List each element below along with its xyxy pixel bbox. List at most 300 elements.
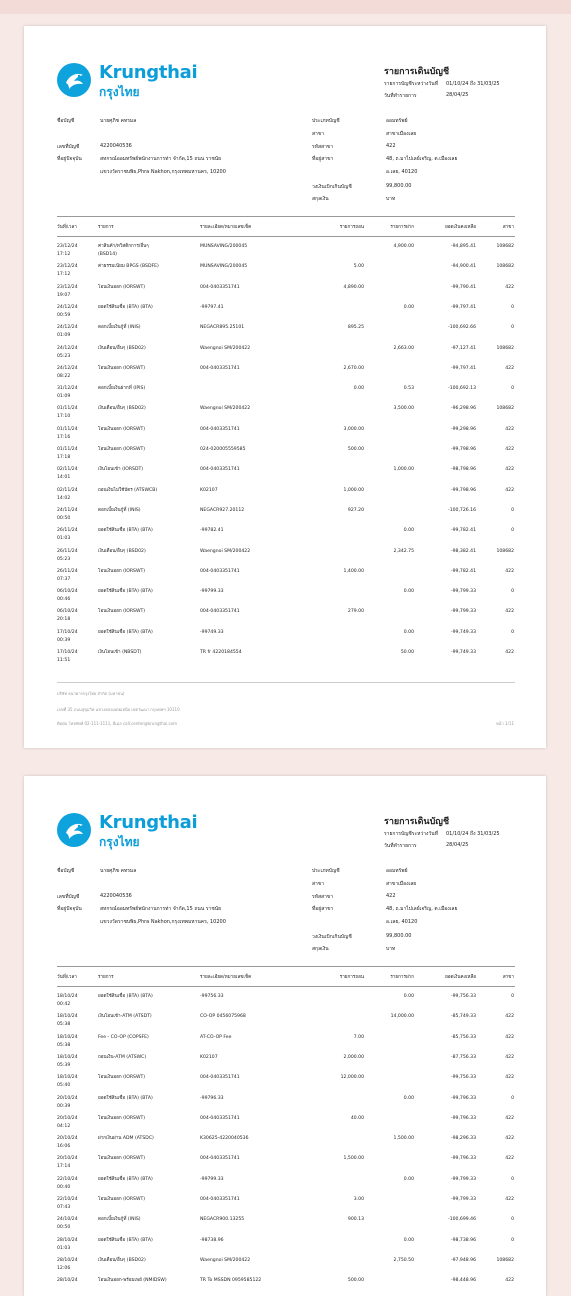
row-description-code: (BSD14) [98, 252, 117, 257]
row-description: โอนเงินออก (IORSWT) [98, 1197, 146, 1202]
row-branch: 422 [505, 365, 514, 371]
row-detail: -99782.41 [200, 528, 224, 534]
branch-address-label: ที่อยู่สาขา [312, 156, 334, 162]
print-date-value: 28/04/25 [446, 842, 469, 848]
row-date: 18/10/24 [57, 1075, 78, 1081]
row-detail: K02107 [200, 1054, 218, 1060]
statement-page-1 [24, 26, 546, 748]
row-date: 01/11/24 [57, 426, 78, 432]
row-time: 19:07 [57, 292, 71, 298]
address-line-2: แขวงวัดราชบพิธ,Phra Nakhon,กรุงเทพมหานคร, 10200 [100, 919, 226, 925]
row-time: 17:12 [57, 252, 71, 257]
row-withdrawal: 0.00 [353, 386, 364, 392]
row-date: 18/10/24 [57, 1034, 78, 1040]
currency-value: บาท [386, 196, 396, 202]
row-balance: -99,782.41 [450, 528, 476, 534]
row-detail: 004-0403351741 [200, 467, 240, 473]
row-detail: NEGACR895.25101 [200, 325, 245, 331]
row-balance: -100,726.16 [448, 507, 476, 513]
currency-label: สกุลเงิน [312, 196, 329, 202]
row-balance: -98,448.96 [450, 1278, 476, 1284]
branch-address-label: ที่อยู่สาขา [312, 906, 334, 912]
row-branch: 422 [505, 284, 514, 290]
branch-address-line-1: 48, ถ.มาไปเลย์เจริญ, ต.เมืองเลย [386, 906, 458, 912]
row-balance: -85,756.33 [450, 1034, 476, 1040]
row-date: 17/10/24 [57, 650, 78, 655]
row-date: 26/11/24 [57, 528, 78, 534]
row-deposit: 3,500.00 [393, 406, 414, 412]
row-detail: NEGACR927.20112 [200, 507, 245, 513]
row-detail: -99749.33 [200, 629, 224, 635]
branch-address-line-2: อ.เลย, 40120 [386, 169, 418, 175]
row-time: 05:38 [57, 1042, 71, 1048]
row-detail: MUNSAVING/200045 [200, 264, 248, 270]
row-description: เงินเดือน/อื่นๆ (BSD02) [98, 1257, 146, 1263]
row-date: 02/11/24 [57, 487, 78, 493]
row-deposit: 0.00 [403, 1095, 414, 1101]
row-time: 17:16 [57, 434, 71, 440]
row-date: 18/10/24 [57, 1014, 78, 1020]
row-description: ดอกเบี้ยเงินกู้ที่ (INIS) [98, 1217, 141, 1223]
row-date: 23/12/24 [57, 264, 78, 270]
row-branch: 108682 [496, 345, 514, 351]
row-balance: -99,749.33 [450, 629, 476, 635]
row-description: ค่าธรรมเนียม BPGS (BSDFE) [98, 264, 159, 270]
row-time: 01:09 [57, 394, 71, 400]
row-deposit: 2,663.00 [393, 345, 414, 351]
row-time: 17:10 [57, 414, 71, 420]
row-deposit: 0.00 [403, 1176, 414, 1182]
row-time: 16:06 [57, 1144, 71, 1150]
overdraft-limit-value: 99,800.00 [386, 183, 412, 189]
row-detail: TR To MSSDN 0959585122 [200, 1278, 262, 1284]
print-date-value: 28/04/25 [446, 92, 469, 98]
row-branch: 108682 [496, 406, 514, 412]
row-description: ค่าสินค้า/ทวิสติกการ/อื่นๆ [98, 244, 149, 249]
row-detail: -99756.33 [200, 994, 224, 999]
currency-value: บาท [386, 946, 396, 952]
overdraft-limit-label: วงเงินเบิกเกินบัญชี [312, 184, 352, 190]
row-withdrawal: 3,000.00 [343, 426, 364, 432]
row-balance: -100,692.13 [448, 386, 476, 392]
row-balance: -99,799.33 [450, 1197, 476, 1202]
row-date: 28/10/24 [57, 1278, 78, 1284]
row-detail: 004-0403351741 [200, 284, 240, 290]
row-deposit: 0.53 [403, 386, 414, 392]
header-rule-top [57, 216, 515, 217]
row-deposit: 0.00 [403, 1237, 414, 1243]
row-time: 14:01 [57, 475, 71, 481]
row-date: 24/11/24 [57, 507, 78, 513]
branch-address-line-1: 48, ถ.มาไปเลย์เจริญ, ต.เมืองเลย [386, 156, 458, 162]
row-time: 00:50 [57, 515, 71, 521]
row-time: 00:39 [57, 637, 71, 643]
row-time: 00:59 [57, 312, 71, 318]
row-time: 00:42 [57, 1002, 71, 1007]
account-number-label: เลขที่บัญชี [57, 144, 80, 150]
row-detail: 024-020005559585 [200, 447, 246, 452]
row-description: โอนเงินออก (IORSWT) [98, 1115, 146, 1121]
col-header-desc: รายการ [98, 975, 114, 980]
krungthai-bird-icon [57, 813, 91, 847]
row-deposit: 50.00 [400, 650, 414, 655]
row-branch: 108682 [496, 264, 514, 270]
row-branch: 0 [511, 1176, 514, 1182]
row-deposit: 2,750.50 [393, 1257, 414, 1263]
footer-contact: ติดต่อ โทรศัพท์ 02-111-1111, อีเมล call.center@krungthai.com [57, 721, 178, 726]
row-branch: 422 [505, 487, 514, 493]
row-date: 23/12/24 [57, 244, 78, 249]
row-balance: -99,796.33 [450, 1156, 476, 1162]
row-deposit: 1,000.00 [393, 467, 414, 473]
row-description: ยอดใช้สินเชื่อ (BTA) (BTA) [98, 589, 153, 595]
row-date: 24/12/24 [57, 304, 78, 310]
row-withdrawal: 12,000.00 [340, 1075, 364, 1081]
branch-code-value: 422 [386, 143, 396, 149]
row-description: ยอดใช้สินเชื่อ (BTA) (BTA) [98, 528, 153, 534]
row-detail: TR fr 4220184554 [200, 650, 242, 655]
row-branch: 422 [505, 609, 514, 615]
row-detail: 004-0403351741 [200, 1197, 240, 1202]
row-description: ถอนเงิน-ATM (ATSWC) [98, 1054, 147, 1060]
row-branch: 422 [505, 1054, 514, 1060]
col-header-balance: ยอดเงินคงเหลือ [445, 975, 476, 980]
col-header-desc: รายการ [98, 225, 114, 230]
row-withdrawal: 40.00 [350, 1115, 364, 1121]
row-balance: -99,798.96 [450, 487, 476, 493]
branch-label: สาขา [312, 881, 325, 887]
row-branch: 422 [505, 467, 514, 473]
row-branch: 0 [511, 1237, 514, 1243]
row-balance: -97,127.41 [450, 345, 476, 351]
row-time: 05:38 [57, 1022, 71, 1028]
row-detail: Waengnoi SM/200422 [200, 345, 251, 351]
row-date: 22/10/24 [57, 1197, 78, 1202]
col-header-detail: รายละเอียด/หมายเลขเช็ค [200, 975, 252, 980]
row-branch: 422 [505, 1115, 514, 1121]
row-description: โอนเงินออก-พร้อมเพย์ (NMIDSW) [98, 1278, 167, 1284]
row-detail: 004-0403351741 [200, 1156, 240, 1162]
row-date: 24/10/24 [57, 1217, 78, 1223]
row-description: เงินเดือน/อื่นๆ (BSD02) [98, 548, 146, 554]
account-number-label: เลขที่บัญชี [57, 894, 80, 900]
period-value: 01/10/24 ถึง 31/03/25 [446, 831, 500, 837]
header-rule-bottom [57, 236, 515, 237]
row-description: ฝากเงินผ่าน ADM (ATSDC) [98, 1136, 154, 1142]
row-balance: -99,796.33 [450, 1115, 476, 1121]
row-balance: -99,799.33 [450, 1176, 476, 1182]
row-date: 18/10/24 [57, 994, 78, 999]
row-time: 17:12 [57, 272, 71, 278]
row-balance: -87,756.33 [450, 1054, 476, 1060]
row-description: เงินโอนเข้า-ATM (ATSDT) [98, 1014, 152, 1020]
row-detail: -99799.33 [200, 589, 224, 595]
row-time: 08:22 [57, 373, 71, 379]
row-branch: 422 [505, 426, 514, 432]
branch-label: สาขา [312, 131, 325, 137]
row-detail: Waengnoi SM/200422 [200, 548, 251, 554]
footer-page-number: หน้า 1/11 [496, 721, 514, 726]
row-deposit: 4,900.00 [393, 244, 414, 249]
row-balance: -100,699.46 [448, 1217, 476, 1223]
branch-code-label: รหัสสาขา [312, 144, 334, 150]
row-description: โอนเงินออก (IORSWT) [98, 426, 146, 432]
account-name-value: นายศุภิช คทรมล [100, 868, 137, 874]
row-withdrawal: 500.00 [347, 447, 364, 452]
row-balance: -100,692.66 [448, 325, 476, 331]
row-time: 12:06 [57, 1265, 71, 1271]
row-branch: 422 [505, 1034, 514, 1040]
row-branch: 0 [511, 528, 514, 534]
row-branch: 422 [505, 1278, 514, 1284]
overdraft-limit-label: วงเงินเบิกเกินบัญชี [312, 934, 352, 940]
row-branch: 108682 [496, 244, 514, 249]
footer-company: บริษัท ธนาคารกรุงไทย จำกัด (มหาชน) [57, 691, 125, 696]
row-balance: -99,798.96 [450, 447, 476, 452]
account-name-label: ชื่อบัญชี [57, 868, 75, 874]
row-deposit: 14,000.00 [390, 1014, 414, 1020]
row-description: ยอดใช้สินเชื่อ (BTA) (BTA) [98, 629, 153, 635]
bank-name-th: กรุงไทย [99, 85, 140, 99]
row-deposit: 2,342.75 [393, 548, 414, 554]
col-header-balance: ยอดเงินคงเหลือ [445, 225, 476, 230]
row-balance: -99,749.33 [450, 650, 476, 655]
account-type-label: ประเภทบัญชี [312, 118, 340, 124]
row-branch: 0 [511, 589, 514, 595]
row-date: 17/10/24 [57, 629, 78, 635]
period-label: รายการบัญชีระหว่างวันที่ [384, 81, 439, 87]
row-detail: MUNSAVING/200045 [200, 244, 248, 249]
row-branch: 422 [505, 650, 514, 655]
row-time: 05:39 [57, 1062, 71, 1068]
row-withdrawal: 279.00 [347, 609, 364, 615]
row-date: 28/10/24 [57, 1237, 78, 1243]
row-time: 17:18 [57, 455, 71, 460]
row-date: 20/10/24 [57, 1095, 78, 1101]
viewer-top-strip [0, 0, 571, 14]
row-branch: 422 [505, 1197, 514, 1202]
row-withdrawal: 5.00 [353, 264, 364, 270]
row-detail: CO-OP 0456075968 [200, 1014, 246, 1020]
row-withdrawal: 1,500.00 [343, 1156, 364, 1162]
row-time: 01:03 [57, 536, 71, 542]
row-description: โอนเงินออก (IORSWT) [98, 1156, 146, 1162]
row-balance: -99,756.33 [450, 1075, 476, 1081]
overdraft-limit-value: 99,800.00 [386, 933, 412, 939]
row-description: ยอดใช้สินเชื่อ (BTA) (BTA) [98, 1095, 153, 1101]
row-description: ยอดใช้สินเชื่อ (BTA) (BTA) [98, 1176, 153, 1182]
row-withdrawal: 4,890.00 [343, 284, 364, 290]
footer-address: เลขที่ 35 ถนนสุขุมวิท แขวงคลองเตยเหนือ เขตวัฒนา กรุงเทพฯ 10110 [57, 707, 180, 712]
row-description: โอนเงินออก (IORSWT) [98, 568, 146, 574]
row-date: 06/10/24 [57, 589, 78, 595]
row-deposit: 1,500.00 [393, 1136, 414, 1142]
row-description: Fee - CO-OP (COPSFE) [98, 1034, 149, 1040]
address-label: ที่อยู่ปัจจุบัน [57, 906, 82, 912]
row-balance: -99,756.33 [450, 994, 476, 999]
row-withdrawal: 1,400.00 [343, 568, 364, 574]
row-detail: 004-0403351741 [200, 1075, 240, 1081]
row-detail: AT-CO-OP Fee [200, 1034, 232, 1040]
row-withdrawal: 927.20 [347, 507, 364, 513]
currency-label: สกุลเงิน [312, 946, 329, 952]
print-date-label: วันที่ทำรายการ [384, 843, 417, 849]
row-detail: NEGACR900.13255 [200, 1217, 245, 1223]
row-branch: 0 [511, 629, 514, 635]
row-time: 11:51 [57, 658, 71, 663]
row-date: 24/12/24 [57, 325, 78, 331]
row-description: โอนเงินออก (IORSWT) [98, 609, 146, 615]
col-header-deposit: รายการฝาก [390, 975, 414, 980]
branch-code-label: รหัสสาขา [312, 894, 334, 900]
bank-name-en: Krungthai [99, 812, 198, 833]
row-date: 18/10/24 [57, 1054, 78, 1060]
row-date: 22/10/24 [57, 1176, 78, 1182]
row-description: ยอดใช้สินเชื่อ (BTA) (BTA) [98, 994, 153, 999]
bank-name-th: กรุงไทย [99, 835, 140, 849]
account-number-value: 4220040536 [100, 143, 132, 149]
row-description: ถอนเงินไม่ใช้บัตร (ATSWCB) [98, 487, 158, 493]
address-line-2: แขวงวัดราชบพิธ,Phra Nakhon,กรุงเทพมหานคร, 10200 [100, 169, 226, 175]
row-description: เงินเดือน/อื่นๆ (BSD02) [98, 345, 146, 351]
account-type-value: ออมทรัพย์ [386, 118, 408, 124]
account-name-value: นายศุภิช คทรมล [100, 118, 137, 124]
row-date: 26/11/24 [57, 548, 78, 554]
row-balance: -99,797.41 [450, 365, 476, 371]
row-description: โอนเงินออก (IORSWT) [98, 1075, 146, 1081]
row-detail: 004-0403351741 [200, 609, 240, 615]
col-header-withdraw: รายการถอน [339, 225, 364, 230]
row-description: ดอกเบี้ยเงินกู้ที่ (INIS) [98, 325, 141, 331]
row-balance: -99,782.41 [450, 568, 476, 574]
row-balance: -96,298.96 [450, 406, 476, 412]
row-date: 02/11/24 [57, 467, 78, 473]
row-date: 20/10/24 [57, 1115, 78, 1121]
row-branch: 422 [505, 447, 514, 452]
col-header-withdraw: รายการถอน [339, 975, 364, 980]
bank-logo [57, 813, 197, 853]
row-deposit: 0.00 [403, 994, 414, 999]
row-date: 24/12/24 [57, 365, 78, 371]
row-branch: 0 [511, 386, 514, 392]
row-description: ดอกเบี้ยเงินฝากที่ (IPIS) [98, 386, 146, 392]
header-rule-top [57, 966, 515, 967]
row-balance: -99,799.33 [450, 589, 476, 595]
row-balance: -99,790.41 [450, 284, 476, 290]
row-detail: 004-0403351741 [200, 1115, 240, 1121]
col-header-branch: สาขา [502, 975, 514, 980]
row-description: เงินโอนเข้า (NBSDT) [98, 650, 142, 655]
row-date: 24/12/24 [57, 345, 78, 351]
statement-page-2 [24, 776, 546, 1296]
row-time: 00:39 [57, 1103, 71, 1109]
row-deposit: 0.00 [403, 304, 414, 310]
row-description: โอนเงินออก (IORSWT) [98, 365, 146, 371]
col-header-date: วันที่/เวลา [57, 225, 77, 230]
row-balance: -99,797.41 [450, 304, 476, 310]
account-type-label: ประเภทบัญชี [312, 868, 340, 874]
row-balance: -98,296.33 [450, 1136, 476, 1142]
row-withdrawal: 2,000.00 [343, 1054, 364, 1060]
row-time: 05:23 [57, 556, 71, 562]
row-detail: -99797.41 [200, 304, 224, 310]
row-date: 31/12/24 [57, 386, 78, 392]
row-branch: 0 [511, 304, 514, 310]
row-balance: -99,799.33 [450, 609, 476, 615]
row-balance: -98,798.96 [450, 467, 476, 473]
address-line-1: สหกรณ์ออมทรัพย์พนักงานการท่า จำกัด,15 ถนน ราชนัย [100, 156, 222, 162]
row-balance: -99,298.96 [450, 426, 476, 432]
row-description: ยอดใช้สินเชื่อ (BTA) (BTA) [98, 304, 153, 310]
header-rule-bottom [57, 986, 515, 987]
row-balance: -98,382.41 [450, 548, 476, 554]
row-time: 00:40 [57, 1184, 71, 1190]
row-time: 05:23 [57, 353, 71, 359]
row-date: 01/11/24 [57, 406, 78, 412]
row-withdrawal: 500.00 [347, 1278, 364, 1284]
row-withdrawal: 3.00 [353, 1197, 364, 1202]
row-time: 01:09 [57, 333, 71, 339]
row-detail: 004-0403351741 [200, 426, 240, 432]
row-detail: Waengnoi SM/200422 [200, 1257, 251, 1263]
row-balance: -94,900.41 [450, 264, 476, 270]
row-branch: 0 [511, 994, 514, 999]
row-description: เงินโอนเข้า (IORSDT) [98, 467, 144, 473]
row-branch: 422 [505, 1075, 514, 1081]
row-time: 07:37 [57, 576, 71, 582]
row-time: 04:12 [57, 1123, 71, 1129]
row-branch: 0 [511, 1095, 514, 1101]
row-detail: 004-0403351741 [200, 365, 240, 371]
row-date: 20/10/24 [57, 1156, 78, 1162]
col-header-date: วันที่/เวลา [57, 975, 77, 980]
row-balance: -97,948.96 [450, 1257, 476, 1263]
row-balance: -98,738.96 [450, 1237, 476, 1243]
row-time: 00:50 [57, 1225, 71, 1231]
branch-code-value: 422 [386, 893, 396, 899]
print-date-label: วันที่ทำรายการ [384, 93, 417, 99]
row-withdrawal: 900.13 [347, 1217, 364, 1223]
krungthai-bird-icon [57, 63, 91, 97]
row-time: 01:03 [57, 1245, 71, 1251]
row-time: 00:46 [57, 597, 71, 603]
row-detail: K30625-4220040536 [200, 1136, 249, 1142]
row-date: 06/10/24 [57, 609, 78, 615]
row-withdrawal: 1,000.00 [343, 487, 364, 493]
period-label: รายการบัญชีระหว่างวันที่ [384, 831, 439, 837]
footer-rule [57, 682, 515, 683]
col-header-branch: สาขา [502, 225, 514, 230]
row-withdrawal: 2,670.00 [343, 365, 364, 371]
row-branch: 422 [505, 568, 514, 574]
col-header-deposit: รายการฝาก [390, 225, 414, 230]
row-detail: K02107 [200, 487, 218, 493]
row-date: 23/12/24 [57, 284, 78, 290]
row-balance: -85,749.33 [450, 1014, 476, 1020]
row-description: ยอดใช้สินเชื่อ (BTA) (BTA) [98, 1237, 153, 1243]
row-time: 05:40 [57, 1083, 71, 1089]
row-detail: Waengnoi SM/200422 [200, 406, 251, 412]
address-label: ที่อยู่ปัจจุบัน [57, 156, 82, 162]
branch-value: สาขาเมืองเลย [386, 881, 417, 887]
row-date: 20/10/24 [57, 1136, 78, 1142]
statement-title: รายการเดินบัญชี [384, 817, 450, 827]
row-branch: 0 [511, 1217, 514, 1223]
row-date: 01/11/24 [57, 447, 78, 452]
row-detail: -98738.96 [200, 1237, 224, 1243]
branch-address-line-2: อ.เลย, 40120 [386, 919, 418, 925]
row-time: 17:14 [57, 1164, 71, 1170]
